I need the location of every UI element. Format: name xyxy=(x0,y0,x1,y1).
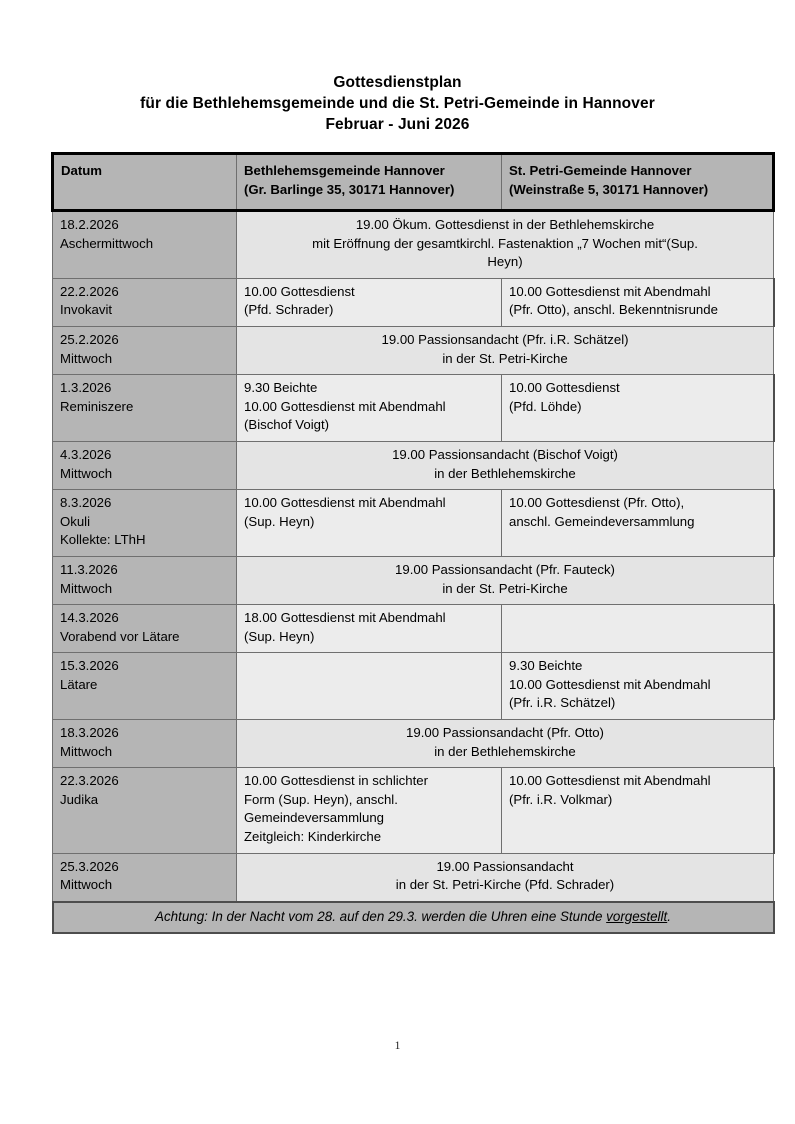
table-row xyxy=(53,278,774,326)
event-line: in der Bethlehemskirche xyxy=(434,465,576,481)
date-line: Kollekte: LThH xyxy=(60,532,146,548)
date-line: Judika xyxy=(60,791,99,807)
event-line: Form (Sup. Heyn), anschl. xyxy=(244,791,398,807)
cell-date xyxy=(53,441,237,489)
header-row xyxy=(53,154,774,211)
cell-date xyxy=(53,490,237,557)
table-row xyxy=(53,326,774,374)
date-line: Okuli xyxy=(60,513,91,529)
table-row xyxy=(53,853,774,902)
event-line: 19.00 Ökum. Gottesdienst in der Bethlehemskirche xyxy=(355,217,655,232)
cell-petri xyxy=(502,278,774,326)
cell-date xyxy=(53,278,237,326)
event-line: (Pfd. Schrader) xyxy=(244,302,334,318)
schedule-table xyxy=(51,152,775,934)
table-header xyxy=(53,154,774,211)
event-line: 10.00 Gottesdienst xyxy=(244,283,355,299)
cell-petri xyxy=(502,653,774,720)
event-line: mit Eröffnung der gesamtkirchl. Fastenaktion „7 Wochen mit“(Sup. xyxy=(312,235,698,251)
event-line: 10.00 Gottesdienst mit Abendmahl xyxy=(244,495,446,511)
date-line: Mittwoch xyxy=(60,465,113,481)
date-line: Mittwoch xyxy=(60,350,113,366)
cell-petri xyxy=(502,375,774,442)
footer-note-underlined: vorgestellt xyxy=(606,908,668,924)
cell-merged-event xyxy=(237,326,774,374)
cell-bethlehem xyxy=(237,278,502,326)
column-header-date xyxy=(53,154,237,211)
event-line: (Sup. Heyn) xyxy=(244,628,315,644)
cell-bethlehem xyxy=(237,490,502,557)
event-line: (Pfr. Otto), anschl. Bekenntnisrunde xyxy=(509,302,718,318)
date-line: Mittwoch xyxy=(60,877,113,893)
column-header-petri xyxy=(502,154,774,211)
cell-merged-event xyxy=(237,441,774,489)
column-header-bethlehem-line2: (Gr. Barlinge 35, 30171 Hannover) xyxy=(244,182,455,197)
event-line: Heyn) xyxy=(487,254,523,270)
date-line: Vorabend vor Lätare xyxy=(60,628,180,644)
cell-bethlehem xyxy=(237,605,502,653)
event-line: (Pfr. i.R. Schätzel) xyxy=(509,695,616,711)
event-line: Zeitgleich: Kinderkirche xyxy=(244,829,382,845)
cell-date xyxy=(53,653,237,720)
date-line: Mittwoch xyxy=(60,743,113,759)
date-line: Mittwoch xyxy=(60,580,113,596)
event-line: in der St. Petri-Kirche (Pfd. Schrader) xyxy=(395,877,615,893)
event-line: in der St. Petri-Kirche xyxy=(442,350,568,366)
footer-note-after: . xyxy=(667,908,671,924)
date-line: 14.3.2026 xyxy=(60,610,119,626)
cell-date xyxy=(53,720,237,768)
column-header-bethlehem-line1: Bethlehemsgemeinde Hannover xyxy=(244,163,445,178)
footer-note-before: Achtung: In der Nacht vom 28. auf den 29.3. werden die Uhren eine Stunde xyxy=(155,908,607,924)
table-row xyxy=(53,720,774,768)
date-line: 25.2.2026 xyxy=(60,331,119,347)
event-line: Gemeindeversammlung xyxy=(244,810,384,826)
table-body xyxy=(53,211,774,934)
date-line: 22.2.2026 xyxy=(60,283,119,299)
event-line: 19.00 Passionsandacht (Bischof Voigt) xyxy=(392,446,618,462)
date-line: 4.3.2026 xyxy=(60,446,112,462)
event-line: 10.00 Gottesdienst xyxy=(509,380,620,396)
cell-merged-event xyxy=(237,556,774,604)
cell-bethlehem xyxy=(237,768,502,853)
event-line: 19.00 Passionsandacht xyxy=(436,858,574,874)
event-line: 10.00 Gottesdienst mit Abendmahl xyxy=(244,398,446,414)
date-line: 18.3.2026 xyxy=(60,725,119,741)
event-line: in der St. Petri-Kirche xyxy=(442,580,568,596)
date-line: 1.3.2026 xyxy=(60,380,112,396)
schedule-table-wrapper xyxy=(51,152,772,934)
cell-petri xyxy=(502,490,774,557)
date-line: Reminiszere xyxy=(60,398,134,414)
cell-petri xyxy=(502,768,774,853)
table-row xyxy=(53,211,774,279)
column-header-petri-line2: (Weinstraße 5, 30171 Hannover) xyxy=(509,182,709,197)
date-line: Lätare xyxy=(60,676,98,692)
column-header-petri-line1: St. Petri-Gemeinde Hannover xyxy=(509,163,692,178)
date-line: 22.3.2026 xyxy=(60,773,119,789)
date-line: Aschermittwoch xyxy=(60,235,154,251)
page-number: 1 xyxy=(394,1040,401,1052)
cell-date xyxy=(53,326,237,374)
table-row xyxy=(53,375,774,442)
event-line: 10.00 Gottesdienst in schlichter xyxy=(244,773,428,789)
event-line: (Pfr. i.R. Volkmar) xyxy=(509,791,613,807)
column-header-bethlehem xyxy=(237,154,502,211)
column-header-date-line1: Datum xyxy=(61,163,103,178)
cell-merged-event xyxy=(237,211,774,279)
table-row xyxy=(53,653,774,720)
date-line: 15.3.2026 xyxy=(60,658,119,674)
event-line: in der Bethlehemskirche xyxy=(434,743,576,759)
event-line: anschl. Gemeindeversammlung xyxy=(509,513,695,529)
event-line: 10.00 Gottesdienst (Pfr. Otto), xyxy=(509,495,685,511)
event-line: (Bischof Voigt) xyxy=(244,417,330,433)
cell-merged-event xyxy=(237,853,774,902)
table-row xyxy=(53,768,774,853)
table-row xyxy=(53,605,774,653)
date-line: 11.3.2026 xyxy=(60,561,118,577)
event-line: 18.00 Gottesdienst mit Abendmahl xyxy=(244,610,446,626)
cell-date xyxy=(53,605,237,653)
cell-date xyxy=(53,211,237,279)
event-line: 19.00 Passionsandacht (Pfr. Fauteck) xyxy=(395,561,615,577)
date-line: 25.3.2026 xyxy=(60,858,119,874)
date-line: 18.2.2026 xyxy=(60,217,119,232)
event-line: 10.00 Gottesdienst mit Abendmahl xyxy=(509,283,711,299)
event-line: 19.00 Passionsandacht (Pfr. Otto) xyxy=(406,725,604,741)
document-title xyxy=(0,72,795,135)
table-row xyxy=(53,490,774,557)
title-line-3: Februar - Juni 2026 xyxy=(325,116,470,133)
date-line: Invokavit xyxy=(60,302,113,318)
event-line: 9.30 Beichte xyxy=(509,658,583,674)
table-row xyxy=(53,556,774,604)
event-line: 9.30 Beichte xyxy=(244,380,318,396)
event-line: (Sup. Heyn) xyxy=(244,513,315,529)
date-line: 8.3.2026 xyxy=(60,495,112,511)
footer-note-cell xyxy=(53,902,774,934)
cell-bethlehem xyxy=(237,653,502,720)
event-line: 10.00 Gottesdienst mit Abendmahl xyxy=(509,676,711,692)
cell-date xyxy=(53,556,237,604)
cell-date xyxy=(53,768,237,853)
cell-date xyxy=(53,853,237,902)
table-row xyxy=(53,441,774,489)
event-line: 19.00 Passionsandacht (Pfr. i.R. Schätzel) xyxy=(381,331,629,347)
cell-bethlehem xyxy=(237,375,502,442)
cell-petri xyxy=(502,605,774,653)
title-line-2: für die Bethlehemsgemeinde und die St. Petri-Gemeinde in Hannover xyxy=(140,95,655,112)
event-line: 10.00 Gottesdienst mit Abendmahl xyxy=(509,773,711,789)
event-line: (Pfd. Löhde) xyxy=(509,398,582,414)
footer-note-row xyxy=(53,902,774,934)
cell-date xyxy=(53,375,237,442)
title-line-1: Gottesdienstplan xyxy=(333,74,462,91)
cell-merged-event xyxy=(237,720,774,768)
